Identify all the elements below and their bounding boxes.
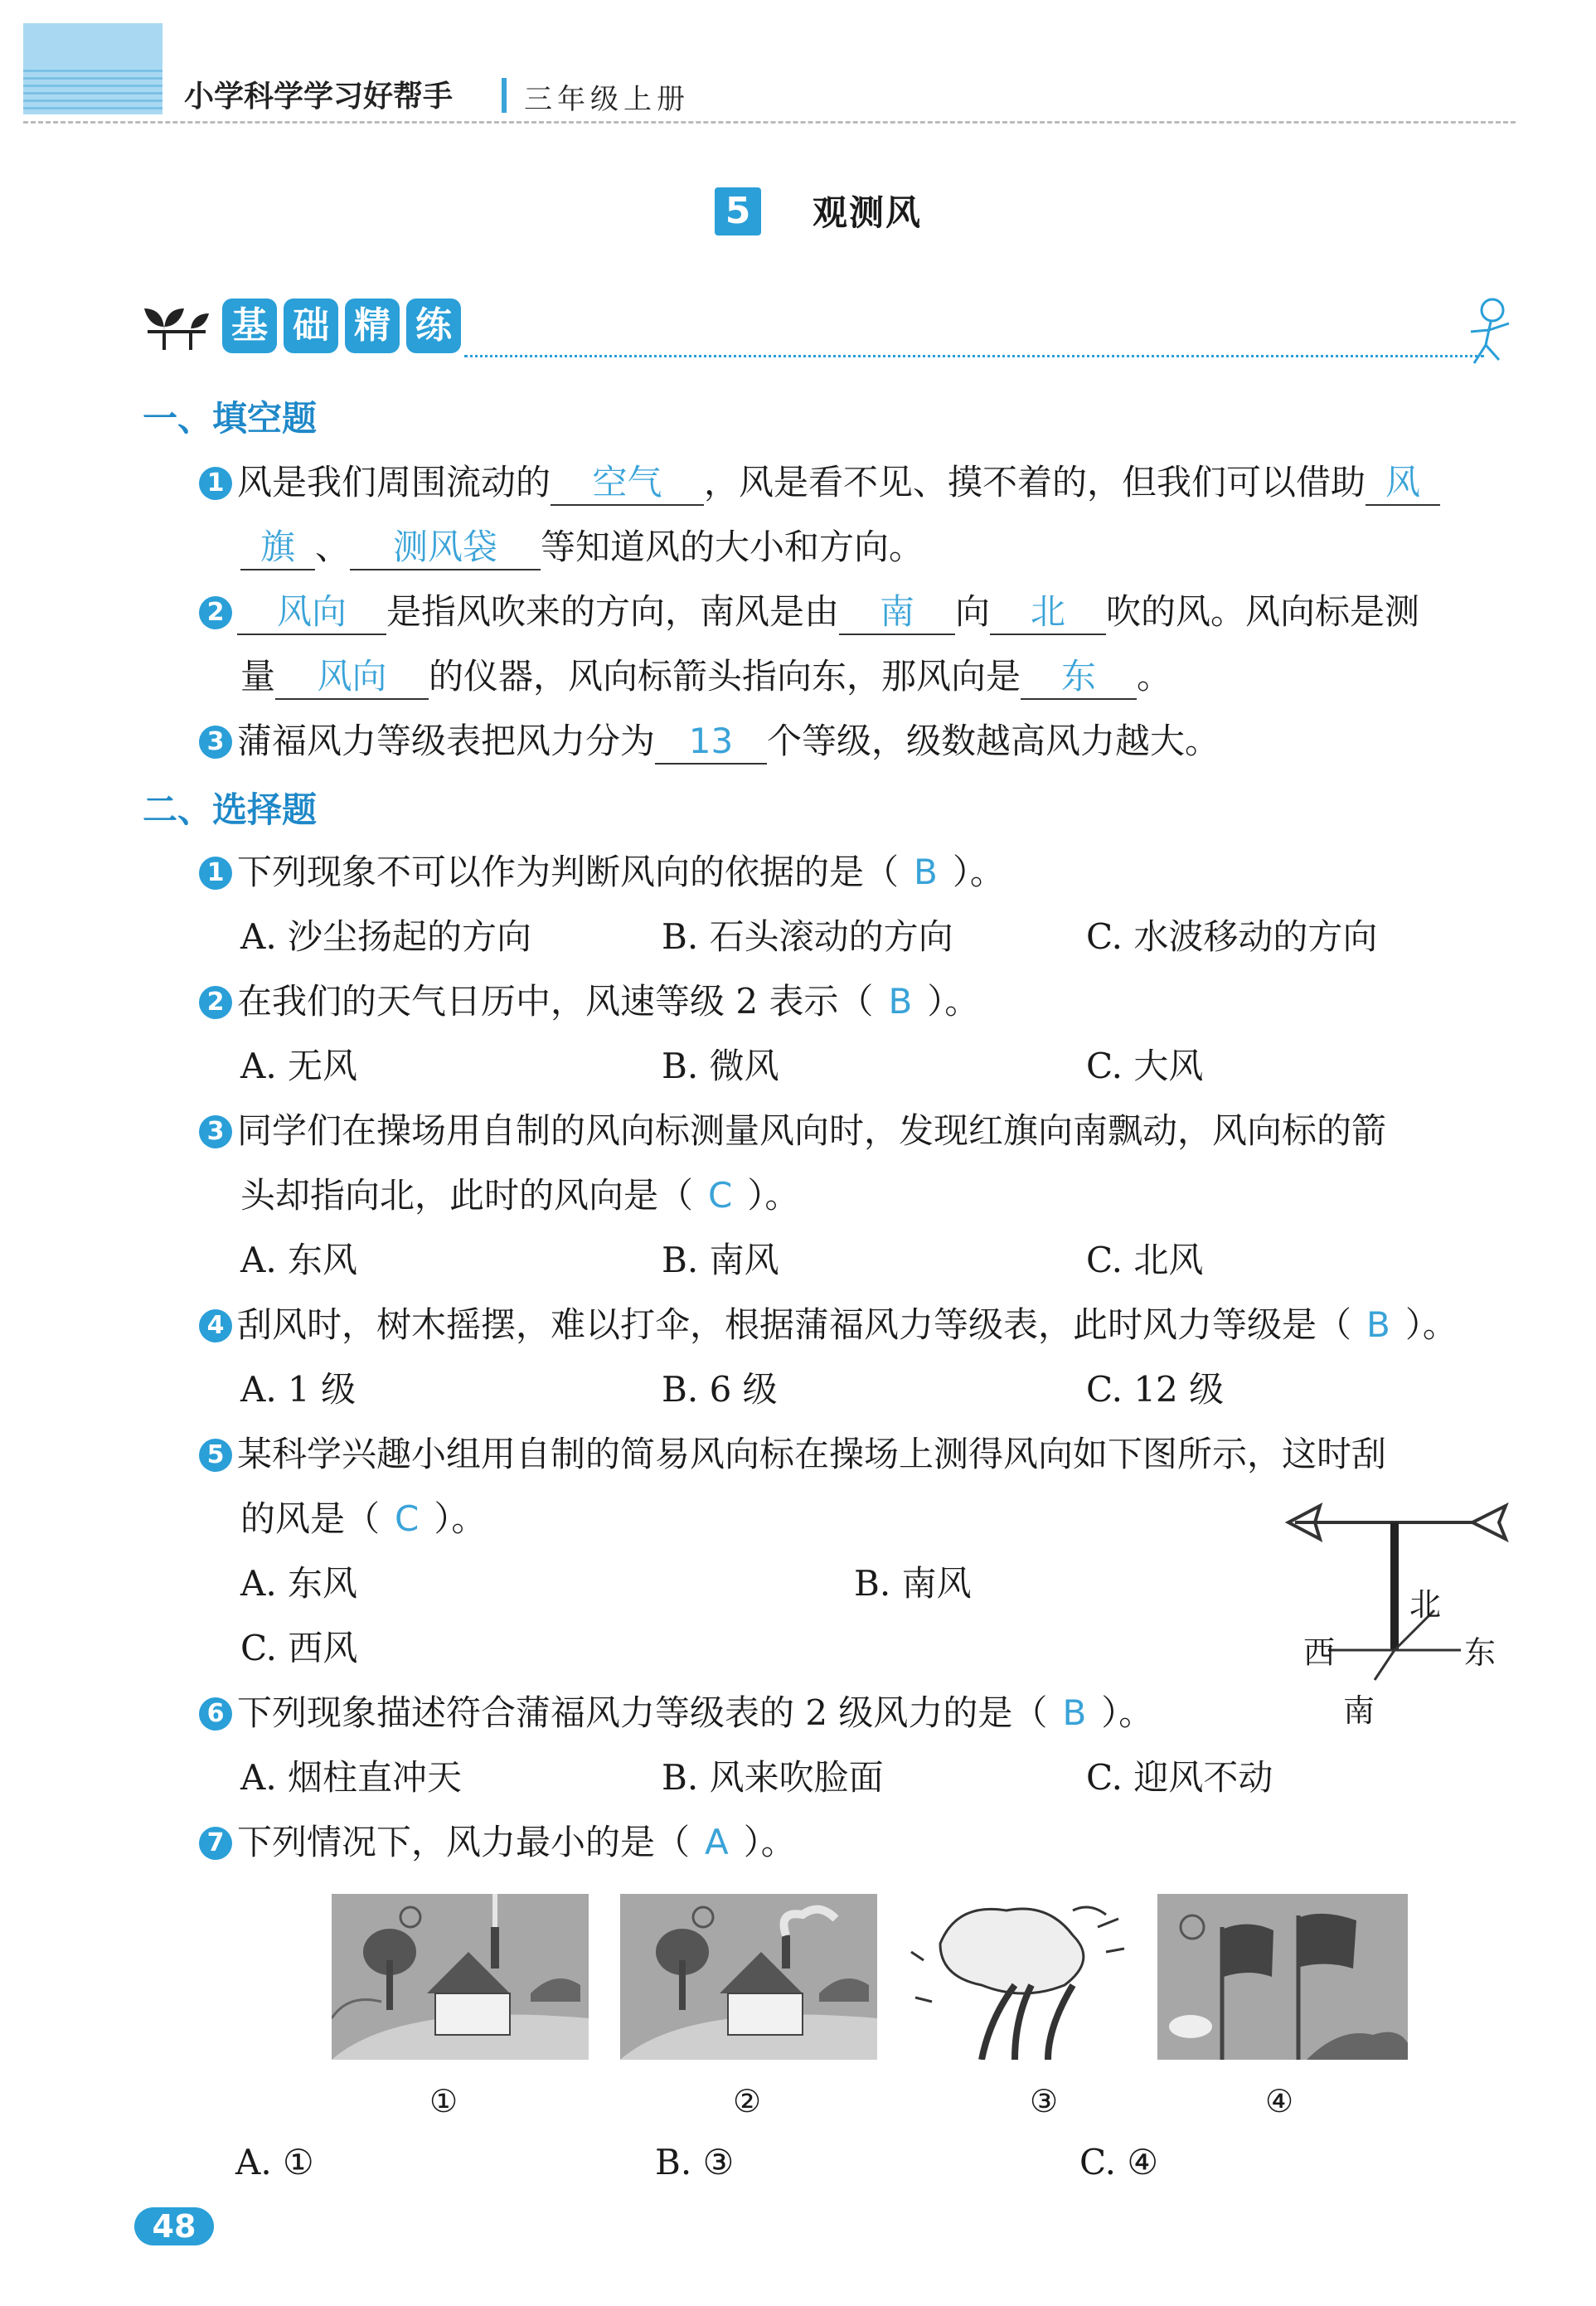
- option-a: A. 1 级: [240, 1369, 357, 1410]
- option-b: B. 风来吹脸面: [662, 1757, 884, 1798]
- grade-label: 三年级上册: [524, 83, 690, 116]
- fill-q2-line2: 量 风向 的仪器，风向标箭头指向东，那风向是 东 。: [240, 652, 1172, 702]
- option-c: C. 北风: [1086, 1240, 1204, 1280]
- option-a: A. 烟柱直冲天: [240, 1757, 463, 1798]
- picture-3-label: ③: [1030, 2083, 1059, 2119]
- option-c: C. ④: [1079, 2142, 1158, 2182]
- banner-char-4: 练: [406, 299, 461, 353]
- answer-text: 北: [1031, 591, 1066, 632]
- running-figure-icon: [1459, 295, 1517, 370]
- option-c: C. 大风: [1086, 1046, 1204, 1086]
- choice-q2-stem: 2 在我们的天气日历中，风速等级 2 表示（ B ）。: [199, 977, 979, 1027]
- banner-divider: [464, 355, 1484, 357]
- answer-text: B: [888, 981, 913, 1022]
- compass-south-line: [1375, 1650, 1395, 1680]
- compass-west-label: 西: [1303, 1634, 1336, 1671]
- option-a: A. 东风: [240, 1240, 358, 1280]
- picture-2-label: ②: [733, 2083, 762, 2119]
- answer-text: B: [914, 852, 938, 892]
- option-a: A. ①: [235, 2142, 314, 2182]
- picture-1-label: ①: [429, 2083, 458, 2119]
- choice-q4-stem: 4 刮风时，树木摇摆，难以打伞，根据蒲福风力等级表，此时风力等级是（ B ）。: [199, 1300, 1458, 1350]
- picture-2-slanted-smoke: [620, 1894, 877, 2060]
- header-divider: [23, 121, 1516, 124]
- header-stripes: [23, 70, 163, 114]
- option-b: B. 南风: [662, 1240, 779, 1280]
- option-b: B. 南风: [854, 1563, 972, 1604]
- picture-4-label: ④: [1265, 2083, 1294, 2119]
- header-separator: [502, 78, 507, 113]
- answer-text: 风向: [276, 591, 347, 632]
- option-b: B. 6 级: [662, 1369, 778, 1410]
- choice-q5-stem-line1: 5 某科学兴趣小组用自制的简易风向标在操场上测得风向如下图所示，这时刮: [199, 1430, 1386, 1479]
- answer-text: 东: [1061, 656, 1097, 697]
- picture-4-flags: [1157, 1894, 1408, 2060]
- choice-q1-stem: 1 下列现象不可以作为判断风向的依据的是（ B ）。: [199, 847, 1005, 897]
- choice-q3-stem-line2: 头却指向北，此时的风向是（ C ）。: [240, 1175, 800, 1216]
- compass-east-label: 东: [1464, 1634, 1497, 1671]
- banner-char-1: 基: [222, 299, 277, 353]
- wind-vane-diagram: [1277, 1493, 1526, 1733]
- compass-north-label: 北: [1409, 1586, 1442, 1623]
- book-title: 小学科学学习好帮手: [184, 80, 454, 114]
- picture-3-storm-trees: [907, 1894, 1128, 2060]
- choice-q7-stem: 7 下列情况下，风力最小的是（ A ）。: [199, 1818, 796, 1867]
- question-number: 3: [199, 1115, 232, 1148]
- choice-section-title: 二、选择题: [143, 789, 318, 830]
- answer-text: B: [1366, 1304, 1390, 1345]
- option-b: B. ③: [655, 2142, 735, 2182]
- option-b: B. 石头滚动的方向: [662, 916, 953, 957]
- question-number: 2: [199, 986, 232, 1019]
- question-number: 4: [199, 1309, 232, 1342]
- option-c: C. 水波移动的方向: [1086, 916, 1378, 957]
- question-number: 1: [199, 467, 232, 500]
- option-c: C. 迎风不动: [1086, 1757, 1273, 1798]
- page-number: 48: [134, 2207, 214, 2245]
- fill-section-title: 一、填空题: [143, 398, 318, 439]
- question-number: 2: [199, 596, 232, 629]
- question-number: 1: [199, 857, 232, 890]
- option-c: C. 西风: [240, 1628, 358, 1668]
- choice-q5-stem-line2: 的风是（ C ）。: [240, 1498, 487, 1539]
- answer-text: 旗: [260, 527, 295, 567]
- answer-text: 风: [1385, 462, 1421, 502]
- answer-text: 测风袋: [393, 527, 498, 567]
- picture-1-straight-smoke: [332, 1894, 589, 2060]
- question-number: 7: [199, 1827, 232, 1860]
- answer-text: 风向: [317, 656, 387, 697]
- sprout-icon: [139, 299, 214, 357]
- vane-tail: [1472, 1506, 1506, 1539]
- question-number: 6: [199, 1697, 232, 1731]
- lesson-title: 观测风: [813, 192, 923, 233]
- answer-text: C: [708, 1175, 733, 1216]
- fill-q1-line1: 1 风是我们周围流动的 空气 ，风是看不见、摸不着的，但我们可以借助 风: [199, 458, 1440, 507]
- fill-q3: 3 蒲福风力等级表把风力分为 13 个等级，级数越高风力越大。: [199, 716, 1220, 766]
- answer-text: 13: [688, 721, 734, 761]
- answer-text: A: [705, 1822, 729, 1862]
- banner-char-3: 精: [345, 299, 400, 353]
- option-a: A. 沙尘扬起的方向: [240, 916, 532, 957]
- banner-char-2: 础: [284, 299, 338, 353]
- answer-text: C: [395, 1498, 420, 1539]
- option-a: A. 无风: [240, 1046, 358, 1086]
- answer-text: B: [1062, 1692, 1087, 1733]
- option-b: B. 微风: [662, 1046, 779, 1086]
- answer-text: 空气: [592, 462, 662, 502]
- answer-text: 南: [880, 591, 915, 632]
- choice-q6-stem: 6 下列现象描述符合蒲福风力等级表的 2 级风力的是（ B ）。: [199, 1688, 1153, 1738]
- question-number: 3: [199, 726, 232, 759]
- choice-q3-stem-line1: 3 同学们在操场用自制的风向标测量风向时，发现红旗向南飘动，风向标的箭: [199, 1106, 1386, 1156]
- lesson-number: 5: [715, 187, 761, 235]
- option-c: C. 12 级: [1086, 1369, 1225, 1410]
- compass-south-label: 南: [1343, 1692, 1375, 1729]
- question-number: 5: [199, 1439, 232, 1472]
- option-a: A. 东风: [240, 1563, 358, 1604]
- fill-q2-line1: 2 风向 是指风吹来的方向，南风是由 南 向 北 吹的风。风向标是测: [199, 587, 1419, 637]
- fill-q1-line2: 旗 、 测风袋 等知道风的大小和方向。: [240, 522, 924, 572]
